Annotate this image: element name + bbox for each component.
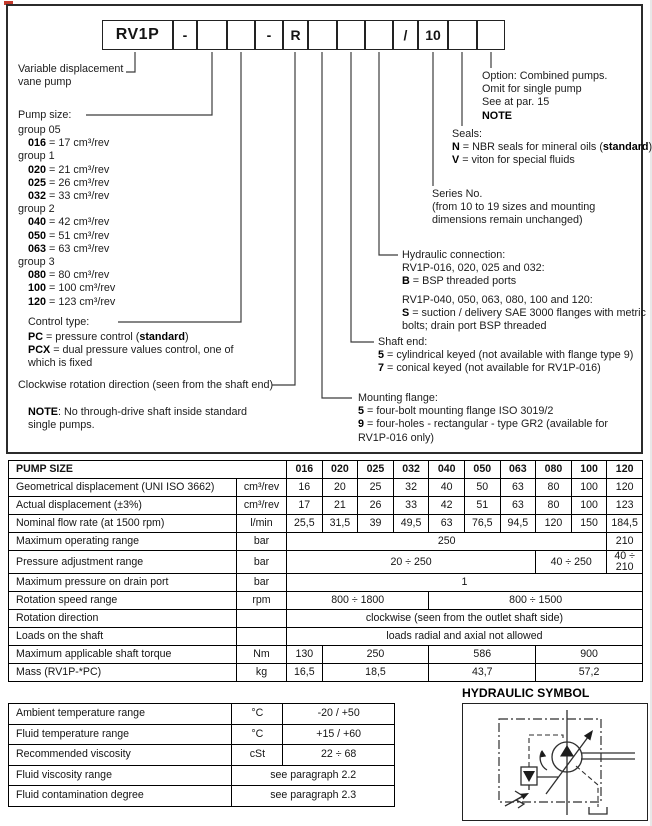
row-label: Recommended viscosity <box>9 745 232 766</box>
text-line: 120 = 123 cm³/rev <box>28 295 116 308</box>
text-line: group 2 <box>18 203 55 216</box>
code-box-dash2: - <box>255 20 283 50</box>
text-line: See at par. 15 <box>482 96 550 109</box>
text-line: Hydraulic connection: <box>402 249 506 261</box>
text-line: Omit for single pump <box>482 83 582 96</box>
pump-flow-triangle <box>560 745 574 757</box>
table-row <box>9 765 395 786</box>
table-row <box>9 646 643 664</box>
table-row <box>9 533 643 551</box>
text-line: PC = pressure control (standard) <box>28 331 189 343</box>
connector-rotation <box>272 52 295 385</box>
text-line: bolts; drain port BSP threaded <box>402 320 547 333</box>
row-label: Loads on the shaft <box>9 628 237 646</box>
cell: 123 <box>607 497 643 515</box>
cell: see paragraph 2.3 <box>232 786 395 807</box>
text-line: PCX = dual pressure values control, one of <box>28 344 234 357</box>
callout-control-type-label: Control type: <box>28 316 90 328</box>
table-row <box>9 664 643 682</box>
callout-variable-pump <box>18 63 123 89</box>
cell: 42 <box>429 497 465 515</box>
cell: 63 <box>429 515 465 533</box>
cell: 39 <box>358 515 394 533</box>
cell: 25,5 <box>287 515 323 533</box>
compensator-triangle <box>523 771 535 782</box>
table-row <box>9 745 395 766</box>
cell: 57,2 <box>536 664 643 682</box>
table-row <box>9 628 643 646</box>
adjust-arrowhead <box>520 790 530 799</box>
text-line: S = suction / delivery SAE 3000 flanges with metric <box>402 307 646 320</box>
code-box-slash: / <box>393 20 418 50</box>
table-row <box>9 786 395 807</box>
table-row <box>9 551 643 574</box>
size-header: 016 <box>287 461 323 479</box>
size-header: 050 <box>464 461 500 479</box>
callout-mounting-flange <box>358 392 608 445</box>
cell: +15 / +60 <box>283 724 395 745</box>
cell: 586 <box>429 646 536 664</box>
text-line: 025 = 26 cm³/rev <box>28 176 110 189</box>
size-header: 040 <box>429 461 465 479</box>
text-line: dimensions remain unchanged) <box>432 214 583 227</box>
text-line: 5 = cylindrical keyed (not available with flange type 9) <box>378 349 634 362</box>
callout-pump-size-label: Pump size: <box>18 109 72 121</box>
cell: 120 <box>536 515 572 533</box>
cell: 33 <box>393 497 429 515</box>
text-line: V = viton for special fluids <box>452 154 575 167</box>
code-box-dash1: - <box>173 20 197 50</box>
code-box-series: 10 <box>418 20 448 50</box>
row-unit: °C <box>232 724 283 745</box>
row-label: Fluid temperature range <box>9 724 232 745</box>
cell: 40 ÷ 250 <box>536 551 607 574</box>
cell: 32 <box>393 479 429 497</box>
callout-shaft-end <box>378 336 633 376</box>
table-header-row <box>9 461 643 479</box>
size-header: 020 <box>322 461 358 479</box>
text-line: 050 = 51 cm³/rev <box>28 229 110 242</box>
tank-symbol <box>589 807 607 814</box>
text-line: vane pump <box>18 76 72 89</box>
row-label: Geometrical displacement (UNI ISO 3662) <box>9 479 237 497</box>
cell: 120 <box>607 479 643 497</box>
cell: 49,5 <box>393 515 429 533</box>
cell: 43,7 <box>429 664 536 682</box>
text-line: 5 = four-bolt mounting flange ISO 3019/2 <box>358 405 554 418</box>
text-line: 016 = 17 cm³/rev <box>28 137 110 150</box>
text-line: 032 = 33 cm³/rev <box>28 190 110 203</box>
cell: 31,5 <box>322 515 358 533</box>
table-row <box>9 592 643 610</box>
cell: 17 <box>287 497 323 515</box>
cell: 16 <box>287 479 323 497</box>
cell: see paragraph 2.2 <box>232 765 395 786</box>
size-header: 080 <box>536 461 572 479</box>
text-line: Mounting flange: <box>358 392 438 404</box>
table-row <box>9 515 643 533</box>
connector-hydraulic <box>379 52 398 255</box>
pilot-line-top <box>529 735 563 767</box>
text-line: N = NBR seals for mineral oils (standard) <box>452 141 652 154</box>
connector-control-type <box>118 52 241 322</box>
row-label: Nominal flow rate (at 1500 rpm) <box>9 515 237 533</box>
pilot-line-drain <box>576 766 598 807</box>
table-row <box>9 574 643 592</box>
row-unit: bar <box>237 533 287 551</box>
callout-rotation: Clockwise rotation direction (seen from the shaft end) <box>18 379 274 391</box>
row-unit: rpm <box>237 592 287 610</box>
cell: 210 <box>607 533 643 551</box>
text-line: group 3 <box>18 256 55 269</box>
row-label: Maximum applicable shaft torque <box>9 646 237 664</box>
cell: 800 ÷ 1500 <box>429 592 643 610</box>
table-row <box>9 479 643 497</box>
text-line: Seals: <box>452 128 483 140</box>
row-unit: bar <box>237 574 287 592</box>
text-line: single pumps. <box>28 419 95 432</box>
connector-mounting <box>322 52 352 398</box>
row-label: Rotation speed range <box>9 592 237 610</box>
text-line: Option: Combined pumps. <box>482 70 608 82</box>
text-line: RV1P-040, 050, 063, 080, 100 and 120: <box>402 294 593 306</box>
callout-control-type <box>28 331 234 371</box>
row-label: Maximum pressure on drain port <box>9 574 237 592</box>
cell: 1 <box>287 574 643 592</box>
cell: 76,5 <box>464 515 500 533</box>
row-label: Actual displacement (±3%) <box>9 497 237 515</box>
cell: 20 ÷ 250 <box>287 551 536 574</box>
code-box-rotation: R <box>283 20 308 50</box>
hydraulic-symbol-drawing <box>463 704 646 819</box>
table-title: PUMP SIZE <box>9 461 287 479</box>
row-label: Ambient temperature range <box>9 704 232 725</box>
cell: 51 <box>464 497 500 515</box>
text-line: 9 = four-holes - rectangular - type GR2 (available for <box>358 418 608 431</box>
text-line: 063 = 63 cm³/rev <box>28 242 110 255</box>
text-line: which is fixed <box>28 357 93 370</box>
size-header: 032 <box>393 461 429 479</box>
cell: 80 <box>536 497 572 515</box>
size-header: 025 <box>358 461 394 479</box>
pump-size-table <box>8 460 643 682</box>
cell: 250 <box>322 646 429 664</box>
code-box-model: RV1P <box>102 20 173 50</box>
cell: 22 ÷ 68 <box>283 745 395 766</box>
text-line: Series No. <box>432 188 483 200</box>
row-unit: cSt <box>232 745 283 766</box>
text-line: RV1P-016 only) <box>358 431 435 444</box>
text-line: 020 = 21 cm³/rev <box>28 163 110 176</box>
row-label: Pressure adjustment range <box>9 551 237 574</box>
hydraulic-symbol-title: HYDRAULIC SYMBOL <box>462 686 590 700</box>
cell: 900 <box>536 646 643 664</box>
callout-hydraulic-connection-2 <box>402 294 646 334</box>
size-header: 100 <box>571 461 607 479</box>
callout-hydraulic-connection-1 <box>402 249 545 289</box>
cell: 94,5 <box>500 515 536 533</box>
text-line: 100 = 100 cm³/rev <box>28 282 116 295</box>
size-header: 120 <box>607 461 643 479</box>
row-unit: cm³/rev <box>237 497 287 515</box>
cell: 40 ÷ 210 <box>607 551 643 574</box>
cell: 130 <box>287 646 323 664</box>
text-line: Variable displacement <box>18 63 124 75</box>
row-unit: l/min <box>237 515 287 533</box>
table-row <box>9 724 395 745</box>
text-line: group 05 <box>18 124 61 136</box>
cell: 63 <box>500 479 536 497</box>
text-line: 040 = 42 cm³/rev <box>28 216 110 229</box>
row-unit: kg <box>237 664 287 682</box>
text-line: (from 10 to 19 sizes and mounting <box>432 201 596 214</box>
cell: 150 <box>571 515 607 533</box>
cell: 100 <box>571 497 607 515</box>
row-unit: Nm <box>237 646 287 664</box>
row-unit: °C <box>232 704 283 725</box>
text-line: 7 = conical keyed (not available for RV1P-016) <box>378 362 601 375</box>
table-row <box>9 704 395 725</box>
cell: 40 <box>429 479 465 497</box>
cell: loads radial and axial not allowed <box>287 628 643 646</box>
cell: 20 <box>322 479 358 497</box>
hydraulic-symbol-box <box>462 703 648 821</box>
cell: 26 <box>358 497 394 515</box>
row-label: Maximum operating range <box>9 533 237 551</box>
cell: 16,5 <box>287 664 323 682</box>
cell: 80 <box>536 479 572 497</box>
cell: 100 <box>571 479 607 497</box>
callout-seals <box>452 128 652 168</box>
text-line: RV1P-016, 020, 025 and 032: <box>402 262 545 275</box>
row-label: Fluid viscosity range <box>9 765 232 786</box>
callout-series <box>432 188 595 228</box>
text-line: NOTE <box>482 109 512 122</box>
cell: 800 ÷ 1800 <box>287 592 429 610</box>
row-unit <box>237 628 287 646</box>
connector-shaft-end <box>351 52 374 342</box>
callout-option <box>482 70 607 123</box>
row-unit: bar <box>237 551 287 574</box>
cell: 250 <box>287 533 607 551</box>
text-line: Shaft end: <box>378 336 428 348</box>
cell: 50 <box>464 479 500 497</box>
fluid-conditions-table <box>8 703 395 807</box>
connector-variable-pump <box>126 52 135 72</box>
cell: 63 <box>500 497 536 515</box>
cell: 18,5 <box>322 664 429 682</box>
row-label: Mass (RV1P-*PC) <box>9 664 237 682</box>
text-line: 080 = 80 cm³/rev <box>28 269 110 282</box>
text-line: group 1 <box>18 150 55 163</box>
table-row <box>9 610 643 628</box>
variable-arrowhead <box>584 728 596 741</box>
callout-note <box>28 406 247 432</box>
row-label: Fluid contamination degree <box>9 786 232 807</box>
callout-pump-size-list <box>18 124 115 309</box>
cell: 25 <box>358 479 394 497</box>
table-row <box>9 497 643 515</box>
size-header: 063 <box>500 461 536 479</box>
cell: clockwise (seen from the outlet shaft side) <box>287 610 643 628</box>
cell: -20 / +50 <box>283 704 395 725</box>
text-line: NOTE: No through-drive shaft inside standard <box>28 406 248 418</box>
text-line: B = BSP threaded ports <box>402 275 517 288</box>
cell: 184,5 <box>607 515 643 533</box>
row-unit: cm³/rev <box>237 479 287 497</box>
row-unit <box>237 610 287 628</box>
row-label: Rotation direction <box>9 610 237 628</box>
cell: 21 <box>322 497 358 515</box>
